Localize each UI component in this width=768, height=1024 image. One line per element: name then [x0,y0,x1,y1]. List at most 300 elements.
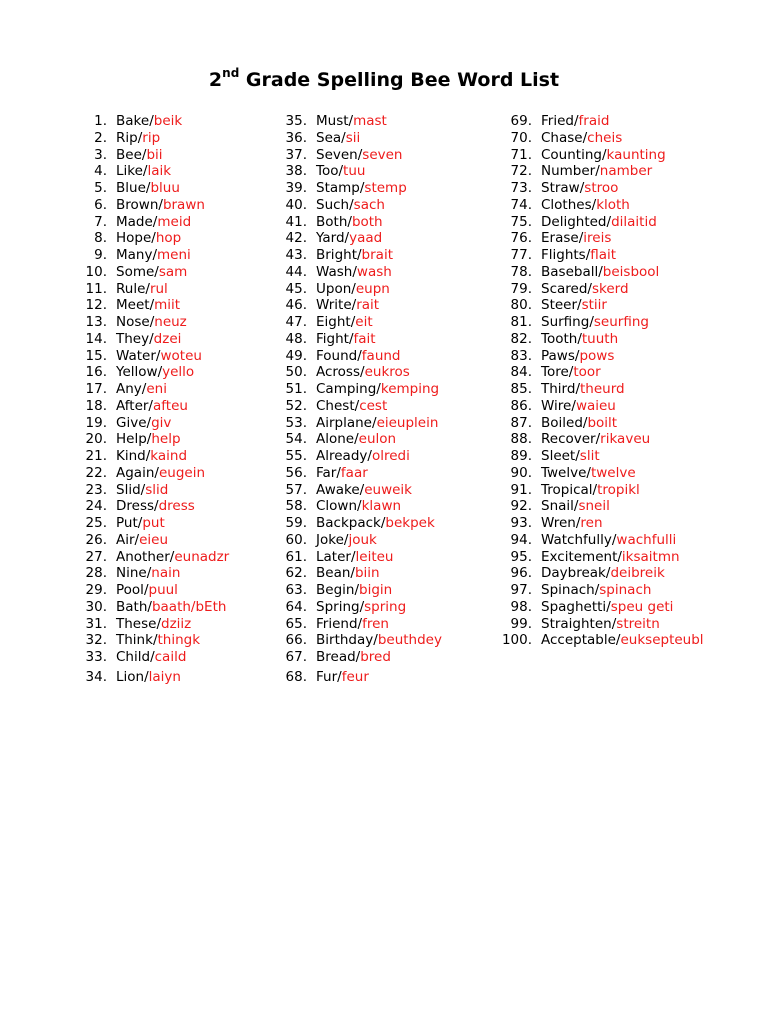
word-separator: / [354,582,360,598]
word-list-item [487,431,722,448]
phonetic-spelling: deibreik [610,565,665,582]
phonetic-spelling: toor [573,364,601,381]
word-separator: / [595,431,601,448]
word-separator: / [611,531,617,548]
item-number: 45. [285,280,307,297]
word-list-item [262,147,497,164]
spelling-word: Camping [316,381,377,397]
word-separator: / [592,481,598,498]
word-separator: / [137,515,143,531]
item-number: 93. [510,515,532,531]
phonetic-spelling: afteu [152,397,188,414]
item-number: 22. [85,464,107,481]
spelling-word: Like [116,163,143,180]
word-list-item [487,616,722,633]
word-separator: / [352,263,357,280]
word-separator: / [145,180,151,196]
spelling-word: Yellow [116,364,158,381]
word-column-2 [262,113,497,686]
word-separator: / [152,213,158,230]
word-separator: / [149,314,155,330]
spelling-word: Seven [316,146,358,163]
word-list-item [262,582,497,599]
phonetic-spelling: meid [157,213,192,230]
phonetic-spelling: beisbool [602,263,660,280]
item-number: 74. [510,196,532,213]
phonetic-spelling: tropikl [597,481,640,498]
spelling-word: Hope [116,230,152,247]
word-list-item [262,163,497,180]
word-separator: / [154,464,159,481]
word-separator: / [154,498,159,515]
phonetic-spelling: yello [162,364,195,381]
word-separator: / [344,230,350,247]
item-number: 57. [285,481,307,498]
spelling-word: Straighten [541,615,612,632]
word-separator: / [350,548,356,565]
phonetic-spelling: eupn [355,280,390,297]
spelling-word: After [116,397,149,414]
spelling-word: Spaghetti [541,598,607,615]
word-separator: / [151,230,156,247]
item-number: 60. [285,531,307,548]
word-list-item [262,669,497,686]
word-list-item [262,632,497,649]
item-number: 9. [94,247,107,263]
item-number: 83. [510,347,532,364]
phonetic-spelling: tuuth [581,330,619,347]
word-separator: / [582,414,588,431]
spelling-word: Eight [316,314,351,330]
spelling-word: Any [116,381,142,397]
item-number: 16. [85,364,107,381]
word-separator: / [348,113,354,129]
word-separator: / [149,297,155,314]
phonetic-spelling: eit [355,314,373,330]
phonetic-spelling: namber [599,163,653,180]
word-separator: / [148,397,153,414]
word-separator: / [142,163,148,180]
word-separator: / [347,213,352,230]
item-number: 47. [285,314,307,330]
spelling-word: Sea [316,129,342,146]
phonetic-spelling: kemping [380,381,440,397]
item-number: 50. [285,364,307,381]
phonetic-spelling: bred [360,649,391,665]
item-number: 15. [85,347,107,364]
item-number: 7. [94,213,107,230]
item-number: 49. [285,347,307,364]
item-number: 84. [510,364,532,381]
spelling-word: Wire [541,397,572,414]
word-separator: / [586,464,591,481]
spelling-word: Acceptable [541,632,616,649]
word-list-item [262,247,497,264]
spelling-word: Write [316,297,352,314]
item-number: 46. [285,297,307,314]
spelling-word: Such [316,196,350,213]
word-list-item [262,549,497,566]
phonetic-spelling: biin [354,565,380,582]
title-superscript: nd [222,65,240,80]
item-number: 30. [85,598,107,615]
word-list-item [487,398,722,415]
spelling-word: Alone [316,431,355,448]
spelling-word: Backpack [316,515,381,531]
word-separator: / [147,598,152,615]
word-list-item [487,314,722,331]
spelling-word: Bright [316,247,357,263]
item-number: 4. [94,163,107,180]
phonetic-spelling: rait [356,297,380,314]
spelling-word: Bread [316,649,356,665]
word-separator: / [591,196,597,213]
phonetic-spelling: boilt [587,414,618,431]
word-separator: / [601,146,607,163]
item-number: 66. [285,632,307,649]
item-number: 21. [85,448,107,464]
word-list-item [262,214,497,231]
phonetic-spelling: ren [580,515,603,531]
phonetic-spelling: euksepteubl [620,632,704,649]
item-number: 8. [94,230,107,247]
word-separator: / [605,565,611,582]
phonetic-spelling: stiir [581,297,607,314]
spelling-word: Counting [541,146,602,163]
spelling-word: Tropical [541,481,593,498]
item-number: 59. [285,515,307,531]
phonetic-spelling: sach [353,196,385,213]
word-separator: / [150,649,155,665]
item-number: 71. [510,146,532,163]
phonetic-spelling: eugein [158,464,205,481]
phonetic-spelling: spinach [599,582,652,598]
phonetic-spelling: thingk [157,632,201,649]
spelling-word: Far [316,464,337,481]
phonetic-spelling: stemp [364,180,407,196]
word-list-item [487,498,722,515]
phonetic-spelling: spring [364,598,407,615]
word-list-item [262,398,497,415]
spelling-word: Wash [316,263,353,280]
spelling-word: Third [541,381,576,397]
phonetic-spelling: woteu [160,347,202,364]
item-number: 3. [94,146,107,163]
item-number: 12. [85,297,107,314]
item-number: 99. [510,615,532,632]
phonetic-spelling: slit [579,448,600,464]
word-separator: / [577,297,582,314]
item-number: 54. [285,431,307,448]
spelling-word: Too [316,163,339,180]
item-number: 96. [510,565,532,582]
spelling-word: Tore [541,364,569,381]
phonetic-spelling: rip [142,129,161,146]
spelling-word: Spinach [541,582,595,598]
item-number: 32. [85,632,107,649]
item-number: 1. [94,113,107,129]
word-list-item [262,616,497,633]
phonetic-spelling: eni [146,381,167,397]
phonetic-spelling: brait [361,247,393,263]
spelling-word: Blue [116,180,146,196]
item-number: 58. [285,498,307,515]
phonetic-spelling: cheis [587,129,623,146]
item-number: 87. [510,414,532,431]
word-list-item [487,281,722,298]
word-list-item [487,549,722,566]
phonetic-spelling: cest [359,397,388,414]
word-separator: / [373,632,378,649]
spelling-word: Water [116,347,156,364]
spelling-word: Joke [316,531,344,548]
spelling-word: Chest [316,397,355,414]
word-separator: / [351,297,357,314]
word-list-item [487,599,722,616]
word-list-item [487,515,722,532]
word-separator: / [568,364,574,381]
item-number: 88. [510,431,532,448]
word-separator: / [156,615,162,632]
word-list-item [262,482,497,499]
phonetic-spelling: theurd [580,381,625,397]
spelling-word: Fried [541,113,574,129]
phonetic-spelling: olredi [371,448,410,464]
spelling-word: Wren [541,515,576,531]
phonetic-spelling: nain [151,565,181,582]
spelling-word: Kind [116,448,146,464]
word-separator: / [341,129,346,146]
item-number: 31. [85,615,107,632]
spelling-word: Made [116,213,153,230]
spelling-word: Delighted [541,213,607,230]
word-separator: / [143,582,149,598]
spelling-word: Help [116,431,147,448]
phonetic-spelling: fraid [578,113,610,129]
phonetic-spelling: bluu [150,180,180,196]
spelling-word: Surfing [541,314,590,330]
word-list-item [262,532,497,549]
word-separator: / [359,180,365,196]
word-separator: / [367,448,372,464]
word-list-item [262,448,497,465]
word-separator: / [595,163,600,180]
spelling-word: Baseball [541,263,599,280]
word-separator: / [357,146,363,163]
item-number: 44. [285,263,307,280]
word-separator: / [573,498,579,515]
word-separator: / [598,263,603,280]
phonetic-spelling: caild [154,649,187,665]
word-list-item [487,331,722,348]
phonetic-spelling: fait [353,330,376,347]
item-number: 94. [510,531,532,548]
item-number: 76. [510,230,532,247]
spelling-word: Think [116,632,153,649]
phonetic-spelling: slid [145,481,169,498]
item-number: 27. [85,548,107,565]
word-separator: / [585,247,591,263]
word-list-item [487,381,722,398]
spelling-word: Friend [316,615,358,632]
word-separator: / [157,364,163,381]
phonetic-spelling: bii [146,146,163,163]
word-separator: / [354,397,360,414]
item-number: 29. [85,582,107,598]
phonetic-spelling: neuz [154,314,187,330]
item-number: 65. [285,615,307,632]
item-number: 6. [94,196,107,213]
word-list-item [262,197,497,214]
spelling-word: Another [116,548,170,565]
word-list-item [262,364,497,381]
spelling-word: Erase [541,230,579,247]
spelling-word: Give [116,414,147,431]
word-list-item [487,532,722,549]
spelling-word: Pool [116,582,144,598]
word-separator: / [149,330,154,347]
phonetic-spelling: yaad [349,230,383,247]
word-separator: / [337,668,342,685]
phonetic-spelling: wachfulli [616,531,677,548]
spelling-word: Tooth [541,330,578,347]
item-number: 34. [85,668,107,685]
phonetic-spelling: kaind [150,448,188,464]
item-number: 41. [285,213,307,230]
word-separator: / [587,280,592,297]
item-number: 67. [285,649,307,665]
phonetic-spelling: beik [153,113,183,129]
phonetic-spelling: speu geti [610,598,674,615]
page-title [0,66,768,94]
item-number: 37. [285,146,307,163]
item-number: 39. [285,180,307,196]
spelling-word: Nine [116,565,147,582]
item-number: 14. [85,330,107,347]
phonetic-spelling: leiteu [355,548,394,565]
word-separator: / [149,113,154,129]
word-separator: / [152,632,158,649]
word-separator: / [594,582,600,598]
spelling-word: Bath [116,598,148,615]
word-separator: / [380,515,386,531]
item-number: 55. [285,448,307,464]
phonetic-spelling: bigin [359,582,393,598]
word-list-item [262,180,497,197]
word-separator: / [144,668,149,685]
item-number: 10. [85,263,107,280]
phonetic-spelling: eulon [358,431,397,448]
phonetic-spelling: feur [341,668,369,685]
spelling-word: Spring [316,598,360,615]
spelling-word: Nose [116,314,150,330]
phonetic-spelling: seven [362,146,403,163]
spelling-word: Fur [316,668,338,685]
item-number: 64. [285,598,307,615]
item-number: 72. [510,163,532,180]
title-rest: Grade Spelling Bee Word List [239,69,560,91]
spelling-word: Number [541,163,596,180]
phonetic-spelling: jouk [348,531,377,548]
word-separator: / [350,565,355,582]
word-separator: / [145,448,151,464]
word-list-item [487,582,722,599]
word-separator: / [615,632,621,649]
spelling-word: Meet [116,297,150,314]
word-list-item [262,348,497,365]
word-list-item [487,197,722,214]
item-number: 78. [510,263,532,280]
spelling-word: Fight [316,330,349,347]
item-number: 35. [285,113,307,129]
word-list-item [262,130,497,147]
word-list-item [262,113,497,130]
item-number: 62. [285,565,307,582]
item-number: 85. [510,381,532,397]
item-number: 69. [510,113,532,129]
item-number: 42. [285,230,307,247]
item-number: 86. [510,397,532,414]
item-number: 33. [85,649,107,665]
item-number: 53. [285,414,307,431]
item-number: 28. [85,565,107,582]
spelling-word: Excitement [541,548,618,565]
spelling-word: Across [316,364,361,381]
word-separator: / [360,364,365,381]
item-number: 70. [510,129,532,146]
item-number: 2. [94,129,107,146]
spelling-word: Child [116,649,151,665]
word-list-item [487,180,722,197]
word-separator: / [355,649,361,665]
word-list-item [262,331,497,348]
spelling-word: Airplane [316,414,372,431]
spelling-word: Begin [316,582,355,598]
phonetic-spelling: put [142,515,165,531]
phonetic-spelling: help [151,431,181,448]
item-number: 61. [285,548,307,565]
item-number: 51. [285,381,307,397]
spelling-word: Rule [116,280,146,297]
spelling-word: Lion [116,668,145,685]
word-separator: / [146,414,152,431]
word-list-item [262,281,497,298]
spelling-word: Straw [541,180,580,196]
spelling-word: Steer [541,297,578,314]
spelling-word: Yard [316,230,345,247]
word-separator: / [589,314,594,330]
word-list-item [262,431,497,448]
item-number: 48. [285,330,307,347]
spelling-word: Later [316,548,351,565]
phonetic-spelling: dzei [153,330,182,347]
item-number: 25. [85,515,107,531]
item-number: 5. [94,180,107,196]
spelling-word: They [116,330,150,347]
phonetic-spelling: both [351,213,383,230]
word-list-item [262,599,497,616]
phonetic-spelling: ireis [583,230,612,247]
word-separator: / [359,481,365,498]
word-list-item [487,415,722,432]
word-list-item [487,214,722,231]
word-separator: / [376,381,381,397]
spelling-word: Flights [541,247,586,263]
phonetic-spelling: bekpek [385,515,435,531]
item-number: 36. [285,129,307,146]
spelling-word: Bean [316,565,351,582]
item-number: 79. [510,280,532,297]
